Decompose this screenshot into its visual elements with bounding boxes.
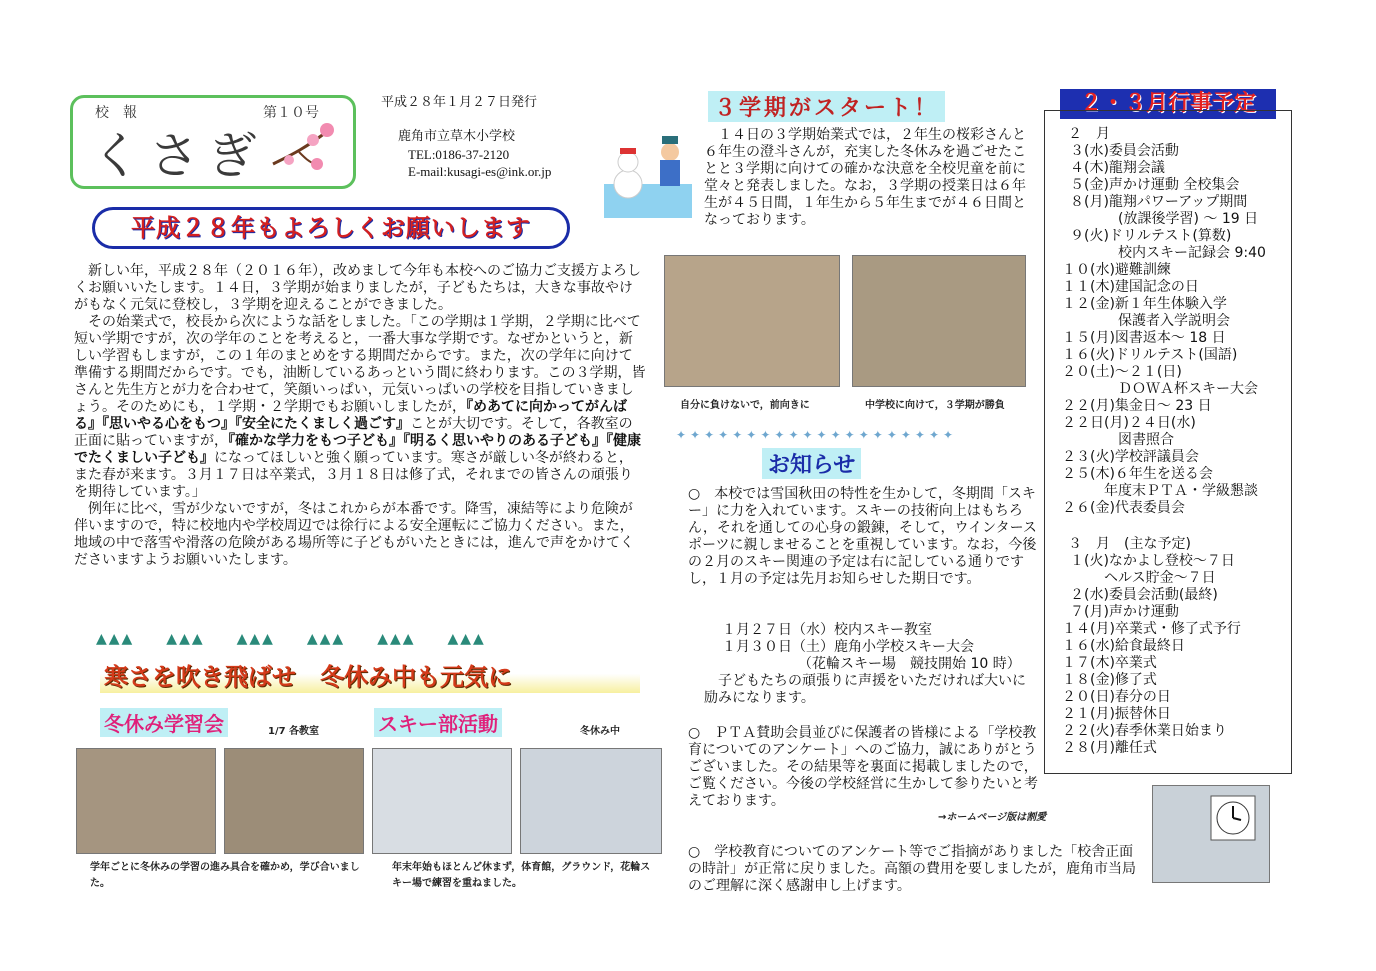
ski-club-note: 冬休み中 — [580, 726, 620, 737]
mar-item: １７(木)卒業式 — [1062, 655, 1157, 671]
photo-study-1 — [76, 748, 216, 854]
term3-caption-2: 中学校に向けて，３学期が勝負 — [865, 400, 1005, 411]
headline-newyear-frame — [92, 207, 570, 249]
winter-study-note: 1/7 各教室 — [268, 726, 320, 737]
term3-text: １４日の３学期始業式では，２年生の桜彩さんと６年生の澄斗さんが，充実した冬休みを過ごせたことと３学期に向けての確かな決意を全校児童を前に堂々と発表しました。なお，３学期の授業日は６年生が４５日間，１年生から５年生までが４６日間となっております。 — [704, 127, 1026, 228]
mar-header: ３ 月 (主な予定) — [1068, 536, 1191, 552]
feb-item: (放課後学習) ～ 19 日 — [1090, 211, 1259, 227]
mar-item: ２８(月)離任式 — [1062, 740, 1157, 756]
photo-ceremony-1 — [664, 255, 840, 387]
feb-item: 年度末ＰＴＡ・学級懇談 — [1090, 483, 1258, 499]
feb-item: ＤＯＷＡ杯スキー大会 — [1090, 381, 1258, 397]
term3-caption-1: 自分に負けないで，前向きに — [680, 400, 810, 411]
feb-item: ２２日(月)２４日(水) — [1062, 415, 1196, 431]
mar-item: ２１(月)振替休日 — [1062, 706, 1171, 722]
newyear-goals: 『めあてに向かってがんばる』『思いやる心をもつ』『安全にたくましく過ごす』 — [74, 399, 627, 432]
star-divider: ✦✦✦✦✦✦✦✦✦✦✦✦✦✦✦✦✦✦✦✦ — [676, 428, 958, 442]
oshirase-date-1: １月２７日（水）校内スキー教室 — [722, 622, 932, 638]
ski-club-title: スキー部活動 — [374, 708, 502, 737]
photo-study-2 — [224, 748, 364, 854]
oshirase-item-survey: ○ ＰＴＡ賛助会員並びに保護者の皆様による「学校教育についてのアンケート」へのご協力，誠にありがとうございました。その結果等を裏面に掲載しましたので，ご覧ください。今後の学校経営に生かして参りたいと考えております。 — [688, 725, 1038, 809]
feb-item: １０(水)避難訓練 — [1062, 262, 1171, 278]
oshirase-cheer: 子どもたちの頑張りに声援をいただければ大いに励みになります。 — [704, 673, 1026, 706]
feb-item: ３(水)委員会活動 — [1070, 143, 1179, 159]
feb-item: ９(火)ドリルテスト(算数) — [1070, 228, 1232, 244]
winter-study-title: 冬休み学習会 — [100, 708, 228, 737]
photo-school-clock — [1152, 785, 1270, 883]
mar-item: １６(水)給食最終日 — [1062, 638, 1185, 654]
oshirase-date-note: （花輪スキー場 競技開始 10 時） — [798, 656, 1021, 672]
tree-divider: ▲▲▲ ▲▲▲ ▲▲▲ ▲▲▲ ▲▲▲ ▲▲▲ — [96, 631, 486, 647]
mar-item: ２(水)委員会活動(最終) — [1070, 587, 1218, 603]
school-email: E-mail:kusagi-es@ink.or.jp — [408, 164, 552, 179]
mar-item: １８(金)修了式 — [1062, 672, 1157, 688]
schedule-mar — [1062, 536, 1241, 757]
feb-header: ２ 月 — [1068, 126, 1110, 142]
winter-study-caption: 学年ごとに冬休みの学習の進み具合を確かめ，学び合いました。 — [90, 862, 360, 889]
clock-icon — [1153, 786, 1269, 882]
photo-ski-2 — [520, 748, 662, 854]
mar-item: ２０(日)春分の日 — [1062, 689, 1171, 705]
newyear-article — [74, 263, 646, 569]
photo-ski-1 — [372, 748, 512, 854]
masthead-issue: 第１０号 — [263, 105, 319, 121]
photo-ceremony-2 — [852, 255, 1026, 387]
masthead-title: くさぎ — [91, 127, 265, 185]
newyear-ideal: 『確かな学力をもつ子ども』『明るく思いやりのある子ども』『健康でたくましい子ども』 — [74, 433, 641, 466]
masthead-box — [70, 95, 356, 189]
newyear-p4: になってほしいと強く願っています。寒さが厳しい冬が終わると，また春が来ます。３月１７日は卒業式，３月１８日は修了式，それまでの皆さんの頑張りを期待しています。」 — [74, 450, 633, 500]
newyear-p2: その始業式で，校長から次にような話をしました。「この学期は１学期，２学期に比べて短い学期ですが，次の学年のことを考えると，一番大事な学期です。なぜかというと，新しい学習もしますが，この１年のまとめをする期間だからです。また，次の学年に向けて準備する期間だからです。でも，油断しているあっという間に終わります。この３学期，皆さんと先生方とが力を合わせて，笑顔いっぱい，元気いっぱいの学校を目指していきましょう。そのためにも，１学期・２学期でもお願いしましたが， — [74, 314, 646, 415]
ski-club-caption: 年末年始もほとんど休まず，体育館，グラウンド，花輪スキー場で練習を重ねました。 — [392, 862, 651, 889]
schedule-title: ２・３月行事予定 — [1079, 91, 1256, 116]
headline-term3: ３学期がスタート！ — [708, 91, 945, 122]
newyear-p5: 例年に比べ，雪が少ないですが，冬はこれからが本番です。降雪，凍結等により危険が伴いますので，特に校地内や学校周辺では徐行による安全運転にご協力ください。また，地域の中で落雪や滑落の危険がある場所等に子どもがいたときには，進んで声をかけてくださいますようお願いいたします。 — [74, 501, 634, 568]
feb-item: ２５(木)６年生を送る会 — [1062, 466, 1213, 482]
headline-winter-frame — [100, 661, 640, 693]
oshirase-date-2: １月３０日（土）鹿角小学校スキー大会 — [722, 639, 974, 655]
feb-item: 保護者入学説明会 — [1090, 313, 1230, 329]
feb-item: ４(木)龍翔会議 — [1070, 160, 1165, 176]
feb-item: １１(木)建国記念の日 — [1062, 279, 1199, 295]
newyear-p1: 新しい年，平成２８年（２０１６年），改めまして今年も本校へのご協力ご支援方よろしくお願いいたします。１４日，３学期が始まりましたが，子どもたちは，大きな事故やけがもなく元気に登校し，３学期を迎えることができました。 — [74, 263, 641, 313]
mar-item: ヘルス貯金～７日 — [1090, 570, 1216, 586]
headline-winter: 寒さを吹き飛ばせ 冬休み中も元気に — [104, 663, 512, 691]
oshirase-title: お知らせ — [762, 448, 861, 479]
oshirase-item-clock: ○ 学校教育についてのアンケート等でご指摘がありました「校舎正面の時計」が正常に戻りました。高額の費用を要しましたが，鹿角市当局のご理解に深く感謝申し上げます。 — [688, 844, 1136, 894]
feb-item: 図書照合 — [1090, 432, 1174, 448]
mar-item: ２２(火)春季休業日始まり — [1062, 723, 1227, 739]
feb-item: １２(金)新１年生体験入学 — [1062, 296, 1227, 312]
snowman-illustration — [598, 122, 698, 222]
mar-item: ７(月)声かけ運動 — [1070, 604, 1179, 620]
feb-item: ２６(金)代表委員会 — [1062, 500, 1185, 516]
cherry-branch-icon — [269, 120, 339, 172]
masthead-kouhou: 校 報 — [95, 105, 137, 121]
feb-item: ２０(土)～２１(日) — [1062, 364, 1182, 380]
feb-item: ８(月)龍翔パワーアップ期間 — [1070, 194, 1248, 210]
feb-item: ５(金)声かけ運動 全校集会 — [1070, 177, 1240, 193]
feb-item: １６(火)ドリルテスト(国語) — [1062, 347, 1238, 363]
school-name: 鹿角市立草木小学校 — [398, 129, 516, 144]
newyear-p3: ことが大切です。そして，各教室の正面に貼っていますが， — [74, 416, 633, 449]
schedule-feb — [1062, 126, 1266, 517]
oshirase-item-ski: ○ 本校では雪国秋田の特性を生かして，冬期間「スキー」に力を入れています。スキーの技術向上はもちろん，それを通しての心身の鍛錬，そして，ウインタースポーツに親しませることを重視しています。なお，今後の２月のスキー関連の予定は右に記している通りですし，１月の予定は先月お知らせした期日です。 — [688, 486, 1037, 587]
feb-item: 校内スキー記録会 9:40 — [1090, 245, 1266, 261]
mar-item: １４(月)卒業式・修了式予行 — [1062, 621, 1241, 637]
issue-date: 平成２８年１月２７日発行 — [381, 95, 538, 110]
headline-newyear: 平成２８年もよろしくお願いします — [131, 214, 531, 242]
mar-item: １(火)なかよし登校～７日 — [1070, 553, 1235, 569]
feb-item: ２３(火)学校評議員会 — [1062, 449, 1199, 465]
feb-item: １５(月)図書返本～ 18 日 — [1062, 330, 1226, 346]
oshirase-web-note: →ホームページ版は割愛 — [938, 812, 1047, 823]
school-tel: TEL:0186-37-2120 — [408, 147, 510, 162]
feb-item: ２２(月)集金日～ 23 日 — [1062, 398, 1212, 414]
